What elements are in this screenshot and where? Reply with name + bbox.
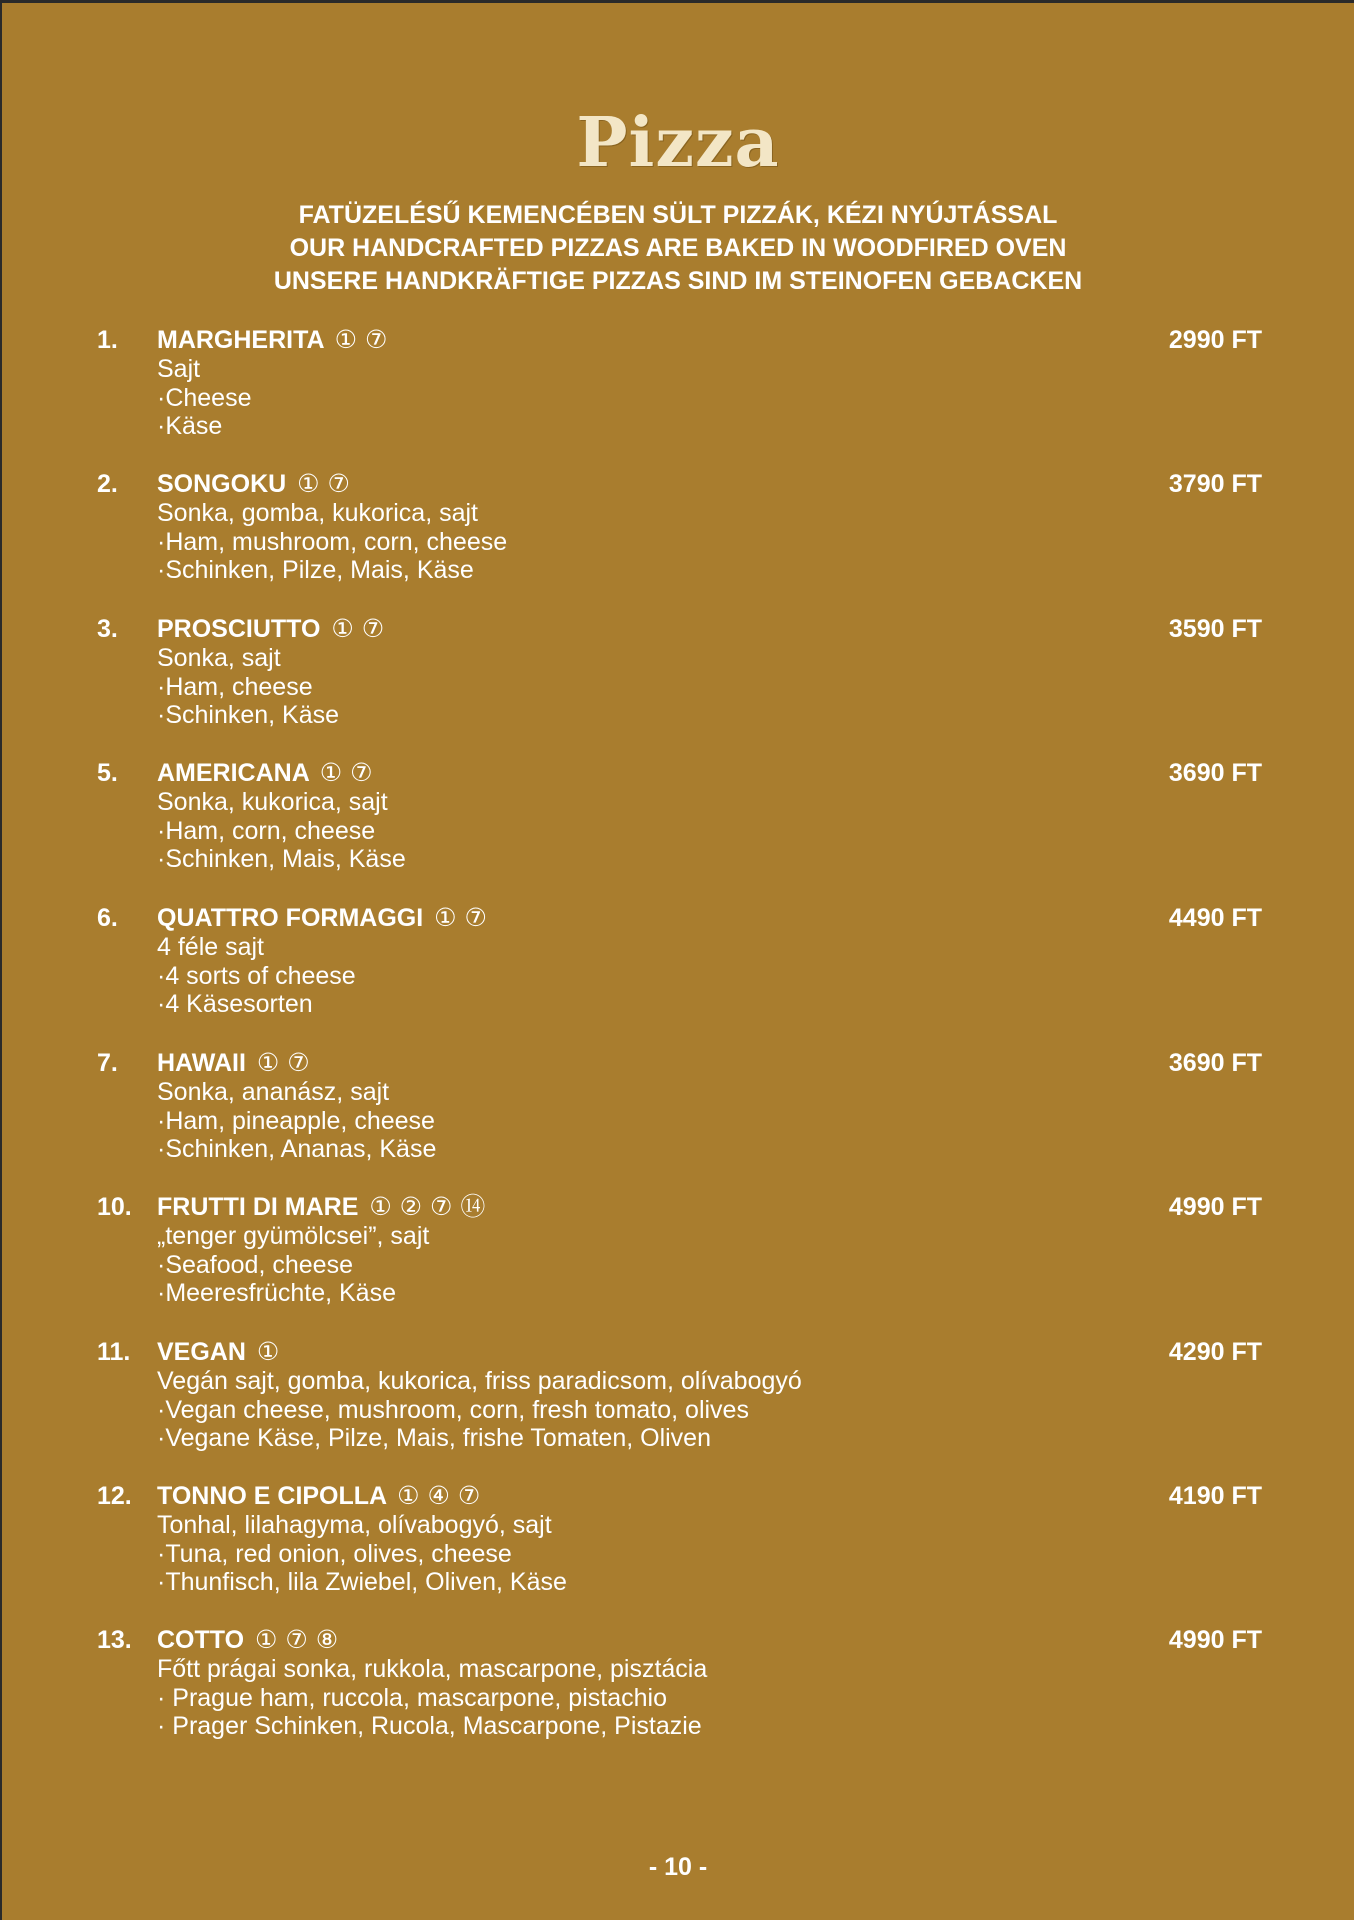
item-name: TONNO E CIPOLLA (157, 1482, 387, 1510)
item-price: 3690 FT (1168, 759, 1262, 787)
item-price: 3790 FT (1168, 470, 1262, 498)
desc-hu: Vegán sajt, gomba, kukorica, friss paradicsom, olívabogyó (157, 1367, 802, 1395)
desc-de: · Prager Schinken, Rucola, Mascarpone, Pistazie (157, 1712, 702, 1741)
desc-hu: 4 féle sajt (157, 933, 265, 961)
item-name-row (157, 758, 373, 788)
desc-hu: Sonka, ananász, sajt (157, 1078, 390, 1106)
desc-hu: Sonka, kukorica, sajt (157, 788, 388, 816)
item-number: 13. (97, 1626, 132, 1654)
item-name: MARGHERITA (157, 326, 324, 354)
item-description (157, 1078, 436, 1164)
page-number: - 10 - (648, 1853, 708, 1881)
item-description (157, 1367, 802, 1453)
item-price: 4490 FT (1168, 904, 1262, 932)
allergen-codes: ① (256, 1337, 280, 1366)
item-name: PROSCIUTTO (157, 615, 321, 643)
menu-item (97, 1192, 1262, 1332)
item-name: VEGAN (157, 1338, 246, 1366)
desc-hu: Főtt prágai sonka, rukkola, mascarpone, pisztácia (157, 1655, 708, 1683)
item-description (157, 1655, 707, 1741)
desc-hu: Sonka, gomba, kukorica, sajt (157, 499, 478, 527)
item-price: 4990 FT (1168, 1193, 1262, 1221)
allergen-codes: ① ⑦ (256, 1048, 310, 1077)
allergen-codes: ① ⑦ (331, 614, 385, 643)
menu-item (97, 469, 1262, 609)
desc-hu: Sonka, sajt (157, 644, 281, 672)
item-number: 2. (97, 470, 118, 498)
item-description (157, 788, 406, 874)
allergen-codes: ① ⑦ (334, 325, 388, 354)
menu-item (97, 1625, 1262, 1765)
desc-de: ·Meeresfrüchte, Käse (157, 1279, 396, 1308)
item-price: 2990 FT (1168, 326, 1262, 354)
item-description (157, 1511, 567, 1597)
allergen-codes: ① ⑦ (297, 469, 350, 498)
item-name: SONGOKU (157, 470, 287, 498)
menu-item (97, 1048, 1262, 1188)
menu-item (97, 1481, 1262, 1621)
item-price: 3690 FT (1168, 1049, 1262, 1077)
menu-item (97, 1337, 1262, 1477)
item-name-row (157, 1337, 279, 1367)
item-number: 3. (97, 615, 118, 643)
subtitle-hu: FATÜZELÉSŰ KEMENCÉBEN SÜLT PIZZÁK, KÉZI NYÚJTÁSSAL (298, 201, 1058, 229)
item-number: 11. (97, 1338, 131, 1366)
item-name-row (157, 1625, 338, 1655)
item-name-row (157, 1481, 480, 1511)
menu-item (97, 903, 1262, 1043)
item-name: HAWAII (157, 1049, 246, 1077)
desc-de: ·Vegane Käse, Pilze, Mais, frishe Tomaten, Oliven (157, 1424, 711, 1453)
item-price: 4990 FT (1168, 1626, 1262, 1654)
desc-de: ·4 Käsesorten (157, 990, 313, 1019)
allergen-codes: ① ④ ⑦ (397, 1481, 481, 1510)
desc-en: ·Cheese (157, 383, 252, 412)
desc-hu: Tonhal, lilahagyma, olívabogyó, sajt (157, 1511, 552, 1539)
allergen-codes: ① ② ⑦ ⑭ (369, 1192, 486, 1221)
allergen-codes: ① ⑦ ⑧ (255, 1625, 339, 1654)
menu-item (97, 325, 1262, 465)
item-name-row (157, 1048, 310, 1078)
item-name: AMERICANA (157, 759, 309, 787)
desc-hu: Sajt (157, 355, 201, 383)
page-title: Pizza (576, 103, 780, 183)
allergen-codes: ① ⑦ (434, 903, 487, 932)
item-name: QUATTRO FORMAGGI (157, 904, 424, 932)
item-description (157, 933, 356, 1019)
desc-de: ·Schinken, Pilze, Mais, Käse (157, 556, 474, 585)
item-price: 4190 FT (1168, 1482, 1262, 1510)
item-number: 5. (97, 759, 118, 787)
subtitle-en: OUR HANDCRAFTED PIZZAS ARE BAKED IN WOODFIRED OVEN (289, 234, 1067, 262)
item-name: FRUTTI DI MARE (157, 1193, 359, 1221)
item-name-row (157, 469, 350, 499)
desc-en: ·Vegan cheese, mushroom, corn, fresh tomato, olives (157, 1395, 749, 1424)
item-name-row (157, 614, 384, 644)
item-description (157, 1222, 429, 1308)
desc-hu: „tenger gyümölcsei”, sajt (157, 1222, 430, 1250)
desc-en: ·Seafood, cheese (157, 1250, 353, 1279)
desc-de: ·Schinken, Käse (157, 701, 340, 730)
menu-item (97, 614, 1262, 754)
desc-en: ·Ham, cheese (157, 672, 313, 701)
desc-de: ·Käse (157, 412, 223, 441)
menu-item (97, 758, 1262, 898)
desc-en: ·Ham, pineapple, cheese (157, 1106, 435, 1135)
item-description (157, 499, 507, 585)
allergen-codes: ① ⑦ (319, 758, 373, 787)
item-number: 7. (97, 1049, 118, 1077)
desc-de: ·Schinken, Mais, Käse (157, 845, 406, 874)
item-price: 3590 FT (1168, 615, 1262, 643)
item-number: 1. (97, 326, 118, 354)
item-description (157, 644, 339, 730)
desc-en: ·4 sorts of cheese (157, 961, 356, 990)
item-name-row (157, 1192, 485, 1222)
item-name-row (157, 903, 487, 933)
item-price: 4290 FT (1168, 1338, 1262, 1366)
desc-de: ·Thunfisch, lila Zwiebel, Oliven, Käse (157, 1568, 567, 1597)
subtitle-de: UNSERE HANDKRÄFTIGE PIZZAS SIND IM STEINOFEN GEBACKEN (273, 267, 1083, 295)
item-number: 6. (97, 904, 118, 932)
item-number: 12. (97, 1482, 132, 1510)
desc-en: ·Ham, corn, cheese (157, 816, 376, 845)
desc-en: ·Tuna, red onion, olives, cheese (157, 1539, 512, 1568)
item-name-row (157, 325, 387, 355)
item-description (157, 355, 252, 441)
subtitle-block (2, 199, 1354, 298)
desc-en: ·Ham, mushroom, corn, cheese (157, 527, 508, 556)
desc-en: · Prague ham, ruccola, mascarpone, pistachio (157, 1683, 667, 1712)
item-number: 10. (97, 1193, 132, 1221)
menu-page (2, 3, 1354, 1920)
item-name: COTTO (157, 1626, 245, 1654)
desc-de: ·Schinken, Ananas, Käse (157, 1135, 437, 1164)
